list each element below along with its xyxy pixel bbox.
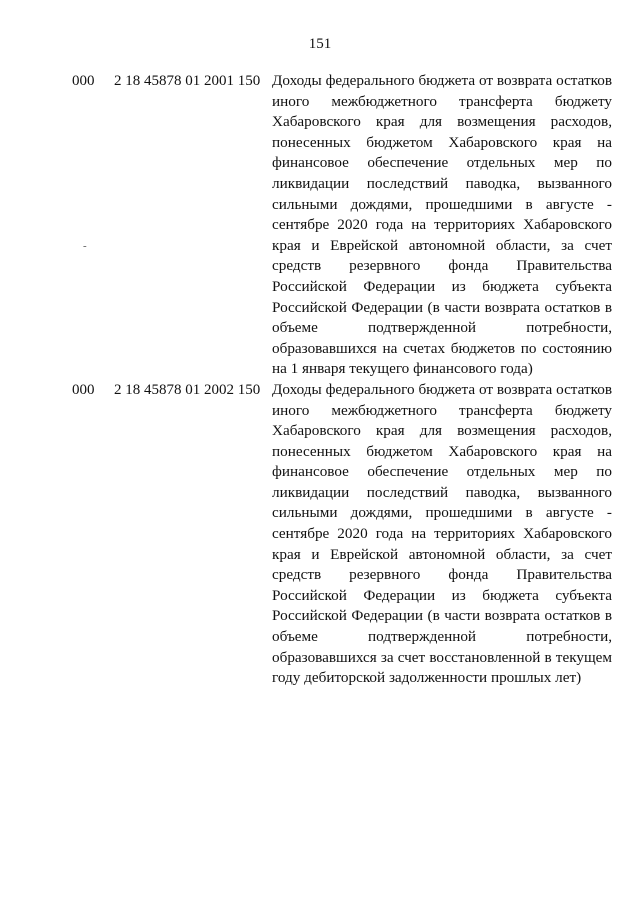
classification-entries xyxy=(0,71,640,689)
entry-description: Доходы федерального бюджета от возврата остатков иного межбюджетного трансферта бюджету Хабаровского края для возмещения расходов, понесенных бюджетом Хабаровского края на финансовое обеспечение отдельных мер по ликвидации последствий паводка, вызванного сильными дождями, прошедшими в августе - сентябре 2020 года на территориях Хабаровского края и Еврейской автономной области, за счет средств резервного фонда Правительства Российской Федерации из бюджета субъекта Российской Федерации (в части возврата остатков в объеме подтвержденной потребности, образовавшихся за счет восстановленной в текущем году дебиторской задолженности прошлых лет) xyxy=(272,380,612,687)
entry-description: Доходы федерального бюджета от возврата остатков иного межбюджетного трансферта бюджету Хабаровского края для возмещения расходов, понесенных бюджетом Хабаровского края на финансовое обеспечение отдельных мер по ликвидации последствий паводка, вызванного сильными дождями, прошедшими в августе - сентябре 2020 года на территориях Хабаровского края и Еврейской автономной области, за счет средств резервного фонда Правительства Российской Федерации из бюджета субъекта Российской Федерации (в части возврата остатков в объеме подтвержденной потребности, образовавшихся на счетах бюджетов по состоянию на 1 января текущего финансового года) xyxy=(272,72,612,378)
administrator-code: 000 xyxy=(72,73,95,89)
budget-classification-code: 2 18 45878 01 2001 150 xyxy=(114,73,261,89)
page-number: 151 xyxy=(308,36,332,52)
classification-entry xyxy=(0,380,640,689)
administrator-code: 000 xyxy=(72,381,95,398)
margin-mark: - xyxy=(83,240,87,252)
classification-entry xyxy=(0,71,640,380)
budget-classification-code: 2 18 45878 01 2002 150 xyxy=(114,381,261,398)
